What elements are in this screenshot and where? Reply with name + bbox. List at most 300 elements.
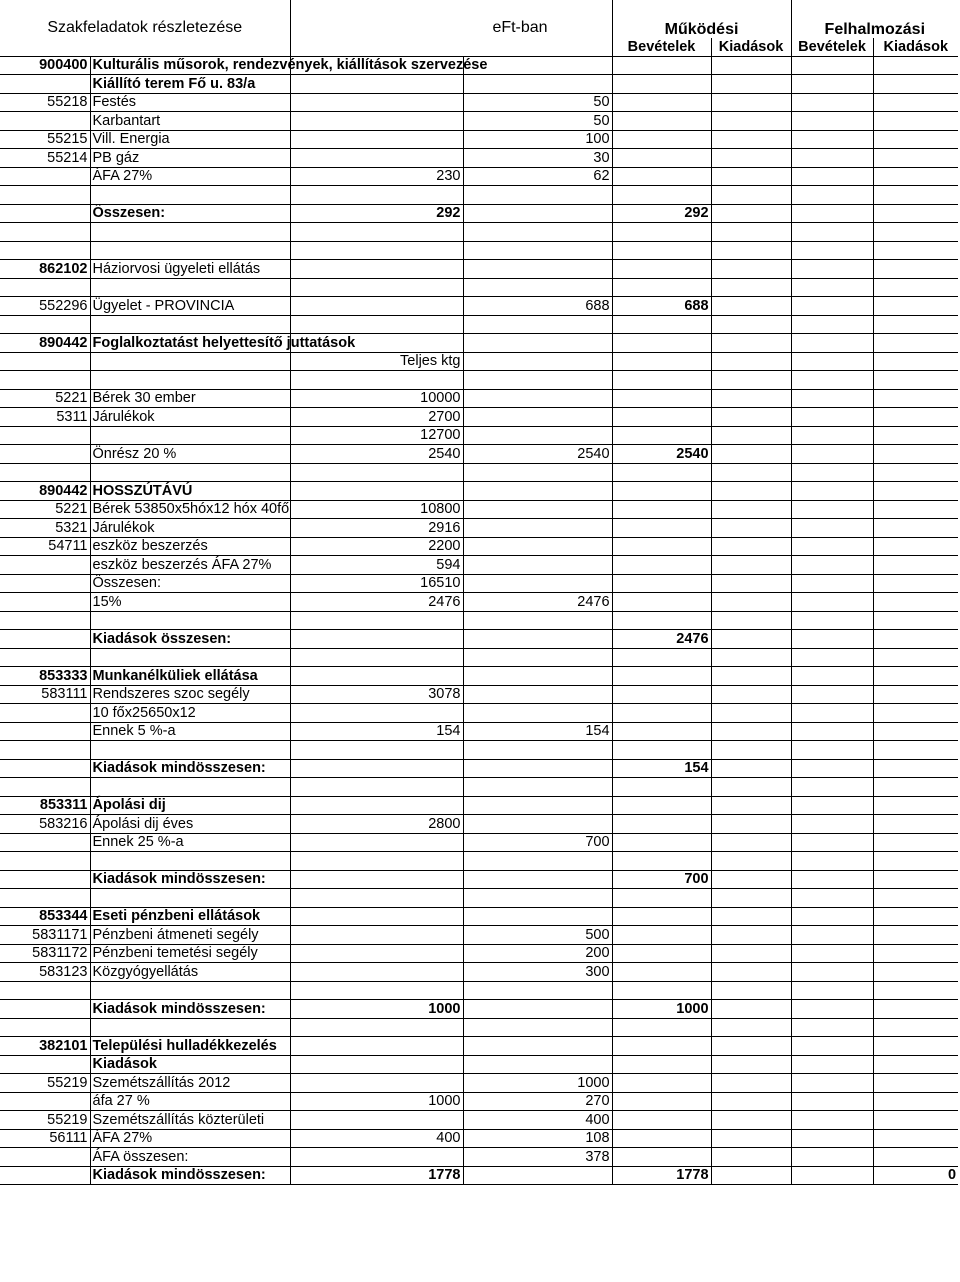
row-label: ÁFA összesen: [90, 1148, 290, 1167]
row-label: 15% [90, 593, 290, 612]
table-row [0, 981, 958, 1000]
row-capital-income [791, 1018, 873, 1037]
row-working-income [612, 907, 711, 926]
table-row [0, 408, 958, 427]
table-row [0, 1055, 958, 1074]
table-row [0, 907, 958, 926]
row-working-income [612, 741, 711, 760]
row-working-income [612, 611, 711, 630]
row-code [0, 778, 90, 797]
row-label: Eseti pénzbeni ellátások [90, 907, 290, 926]
row-col-total [290, 926, 463, 945]
header-details: Szakfeladatok részletezése [0, 0, 290, 56]
row-label: Bérek 30 ember [90, 389, 290, 408]
row-label: 10 főx25650x12 [90, 704, 290, 723]
row-capital-income [791, 389, 873, 408]
row-label: Kiadások mindösszesen: [90, 870, 290, 889]
row-working-income [612, 130, 711, 149]
row-code: 853344 [0, 907, 90, 926]
row-capital-expense [873, 75, 958, 94]
row-label: PB gáz [90, 149, 290, 168]
row-col-amount [463, 1166, 612, 1185]
row-code [0, 870, 90, 889]
row-col-total: 10800 [290, 500, 463, 519]
row-col-total: Teljes ktg [290, 352, 463, 371]
row-label: Pénzbeni átmeneti segély [90, 926, 290, 945]
row-col-amount: 2476 [463, 593, 612, 612]
row-working-income [612, 408, 711, 427]
row-capital-expense [873, 1148, 958, 1167]
row-col-total [290, 75, 463, 94]
row-capital-expense [873, 426, 958, 445]
row-label: ÁFA 27% [90, 167, 290, 186]
row-col-total [290, 1037, 463, 1056]
row-col-amount: 50 [463, 93, 612, 112]
row-working-income [612, 186, 711, 205]
header-working-income: Bevételek [612, 38, 711, 56]
row-working-expense [711, 852, 791, 871]
table-row [0, 574, 958, 593]
row-capital-income [791, 112, 873, 131]
row-working-expense [711, 611, 791, 630]
row-working-income [612, 1092, 711, 1111]
header-working: Működési [612, 0, 791, 38]
header-capital-expense: Kiadások [873, 38, 958, 56]
row-capital-income [791, 408, 873, 427]
row-capital-expense [873, 93, 958, 112]
row-capital-expense [873, 722, 958, 741]
row-label [90, 852, 290, 871]
row-capital-income [791, 796, 873, 815]
row-working-income: 1778 [612, 1166, 711, 1185]
row-col-amount [463, 907, 612, 926]
table-row [0, 889, 958, 908]
row-working-income [612, 981, 711, 1000]
row-label: eszköz beszerzés ÁFA 27% [90, 556, 290, 575]
row-col-total [290, 833, 463, 852]
row-working-income [612, 1148, 711, 1167]
row-col-amount [463, 815, 612, 834]
row-working-expense [711, 593, 791, 612]
row-capital-income [791, 704, 873, 723]
row-code: 5221 [0, 389, 90, 408]
row-capital-expense [873, 981, 958, 1000]
row-capital-income [791, 630, 873, 649]
row-label [90, 241, 290, 260]
row-code [0, 1092, 90, 1111]
row-code [0, 112, 90, 131]
row-capital-income [791, 204, 873, 223]
row-working-expense [711, 352, 791, 371]
row-working-income [612, 1129, 711, 1148]
row-capital-expense [873, 704, 958, 723]
row-col-amount [463, 186, 612, 205]
row-col-total: 2916 [290, 519, 463, 538]
row-label: Háziorvosi ügyeleti ellátás [90, 260, 290, 279]
row-col-total [290, 463, 463, 482]
row-col-amount [463, 667, 612, 686]
row-code [0, 167, 90, 186]
row-col-total [290, 667, 463, 686]
row-capital-expense [873, 223, 958, 242]
table-row [0, 315, 958, 334]
row-col-amount [463, 537, 612, 556]
table-row [0, 630, 958, 649]
row-col-total: 3078 [290, 685, 463, 704]
row-code: 890442 [0, 334, 90, 353]
row-col-amount [463, 1055, 612, 1074]
row-label: Szemétszállítás 2012 [90, 1074, 290, 1093]
row-label: Települési hulladékkezelés [90, 1037, 290, 1056]
row-code [0, 204, 90, 223]
row-col-amount [463, 611, 612, 630]
row-col-amount: 30 [463, 149, 612, 168]
row-col-amount: 1000 [463, 1074, 612, 1093]
row-capital-income [791, 1000, 873, 1019]
row-working-expense [711, 926, 791, 945]
row-working-income [612, 685, 711, 704]
header-row-top [0, 0, 958, 38]
row-col-amount [463, 426, 612, 445]
row-code: 583111 [0, 685, 90, 704]
header-capital-income: Bevételek [791, 38, 873, 56]
table-row [0, 112, 958, 131]
row-label [90, 223, 290, 242]
row-code: 55215 [0, 130, 90, 149]
row-working-expense [711, 1074, 791, 1093]
row-capital-income [791, 371, 873, 390]
table-row [0, 56, 958, 75]
row-working-expense [711, 981, 791, 1000]
row-working-expense [711, 1037, 791, 1056]
row-working-expense [711, 112, 791, 131]
row-label: áfa 27 % [90, 1092, 290, 1111]
row-code [0, 75, 90, 94]
row-label [90, 186, 290, 205]
row-capital-income [791, 1074, 873, 1093]
row-col-amount [463, 500, 612, 519]
row-label: Foglalkoztatást helyettesítő juttatások [90, 334, 290, 353]
row-capital-expense [873, 1129, 958, 1148]
row-col-amount [463, 482, 612, 501]
row-col-total [290, 796, 463, 815]
row-working-income [612, 1037, 711, 1056]
row-working-expense [711, 445, 791, 464]
row-working-income [612, 537, 711, 556]
row-working-income [612, 149, 711, 168]
row-label: Szemétszállítás közterületi [90, 1111, 290, 1130]
row-working-income: 700 [612, 870, 711, 889]
row-working-income [612, 1018, 711, 1037]
row-code: 55219 [0, 1111, 90, 1130]
row-working-expense [711, 630, 791, 649]
row-label: Munkanélküliek ellátása [90, 667, 290, 686]
row-working-expense [711, 1000, 791, 1019]
row-capital-income [791, 981, 873, 1000]
row-working-expense [711, 722, 791, 741]
table-row [0, 741, 958, 760]
row-capital-expense [873, 297, 958, 316]
row-capital-income [791, 352, 873, 371]
row-capital-income [791, 815, 873, 834]
row-working-expense [711, 167, 791, 186]
row-col-amount [463, 852, 612, 871]
row-working-income [612, 75, 711, 94]
header-capital: Felhalmozási [791, 0, 958, 38]
row-working-income [612, 223, 711, 242]
row-code [0, 630, 90, 649]
table-row [0, 482, 958, 501]
row-working-income [612, 796, 711, 815]
row-working-income [612, 482, 711, 501]
row-working-income [612, 334, 711, 353]
row-code: 583216 [0, 815, 90, 834]
row-col-total: 1778 [290, 1166, 463, 1185]
row-capital-expense [873, 815, 958, 834]
row-code [0, 759, 90, 778]
row-col-amount: 378 [463, 1148, 612, 1167]
row-col-amount [463, 759, 612, 778]
table-row [0, 241, 958, 260]
row-capital-income [791, 278, 873, 297]
row-col-total [290, 149, 463, 168]
row-code: 900400 [0, 56, 90, 75]
row-working-expense [711, 130, 791, 149]
row-col-total [290, 852, 463, 871]
row-col-amount: 2540 [463, 445, 612, 464]
row-working-income: 2540 [612, 445, 711, 464]
row-capital-income [791, 149, 873, 168]
row-col-total [290, 130, 463, 149]
table-row [0, 75, 958, 94]
row-capital-expense [873, 1092, 958, 1111]
row-capital-expense [873, 278, 958, 297]
table-row [0, 1166, 958, 1185]
row-code [0, 852, 90, 871]
row-capital-income [791, 93, 873, 112]
row-capital-expense [873, 1074, 958, 1093]
row-working-income [612, 556, 711, 575]
row-col-total [290, 1055, 463, 1074]
row-working-expense [711, 796, 791, 815]
row-working-expense [711, 223, 791, 242]
row-code [0, 1148, 90, 1167]
row-capital-expense [873, 482, 958, 501]
row-working-income: 292 [612, 204, 711, 223]
row-col-total: 2200 [290, 537, 463, 556]
row-capital-income [791, 1092, 873, 1111]
row-working-income: 2476 [612, 630, 711, 649]
row-col-amount [463, 241, 612, 260]
table-row [0, 537, 958, 556]
row-label: Kiadások összesen: [90, 630, 290, 649]
row-capital-income [791, 648, 873, 667]
row-col-amount [463, 260, 612, 279]
row-capital-income [791, 315, 873, 334]
row-col-total: 12700 [290, 426, 463, 445]
row-working-expense [711, 889, 791, 908]
table-row [0, 1092, 958, 1111]
row-label: Összesen: [90, 204, 290, 223]
row-capital-income [791, 500, 873, 519]
row-col-total [290, 223, 463, 242]
row-code: 56111 [0, 1129, 90, 1148]
row-capital-income [791, 852, 873, 871]
row-capital-income [791, 482, 873, 501]
row-col-total [290, 93, 463, 112]
row-capital-income [791, 334, 873, 353]
row-col-amount: 100 [463, 130, 612, 149]
row-working-income [612, 833, 711, 852]
row-col-amount [463, 389, 612, 408]
table-row [0, 149, 958, 168]
row-working-expense [711, 833, 791, 852]
row-working-income [612, 815, 711, 834]
row-col-total: 10000 [290, 389, 463, 408]
row-capital-expense [873, 556, 958, 575]
row-col-total: 292 [290, 204, 463, 223]
table-row [0, 1018, 958, 1037]
row-label: Ápolási dij éves [90, 815, 290, 834]
row-col-total [290, 907, 463, 926]
row-code [0, 1018, 90, 1037]
row-capital-income [791, 463, 873, 482]
row-code [0, 1166, 90, 1185]
row-working-income: 154 [612, 759, 711, 778]
row-capital-income [791, 778, 873, 797]
row-working-expense [711, 667, 791, 686]
row-col-total: 2476 [290, 593, 463, 612]
table-row [0, 685, 958, 704]
row-working-expense [711, 93, 791, 112]
row-code: 382101 [0, 1037, 90, 1056]
table-row [0, 186, 958, 205]
row-col-amount [463, 574, 612, 593]
row-capital-income [791, 611, 873, 630]
row-working-expense [711, 1092, 791, 1111]
row-col-amount [463, 204, 612, 223]
row-working-expense [711, 1166, 791, 1185]
row-capital-expense [873, 149, 958, 168]
table-row [0, 1111, 958, 1130]
table-row [0, 556, 958, 575]
row-capital-expense [873, 778, 958, 797]
row-capital-expense [873, 1000, 958, 1019]
row-capital-income [791, 593, 873, 612]
row-capital-income [791, 1148, 873, 1167]
row-col-total [290, 648, 463, 667]
row-code [0, 278, 90, 297]
row-col-total [290, 759, 463, 778]
row-working-expense [711, 334, 791, 353]
row-col-amount: 62 [463, 167, 612, 186]
row-col-amount: 700 [463, 833, 612, 852]
row-col-total: 400 [290, 1129, 463, 1148]
row-capital-expense [873, 315, 958, 334]
row-working-income [612, 944, 711, 963]
header-unit: eFt-ban [290, 0, 612, 56]
row-working-expense [711, 648, 791, 667]
row-code: 5311 [0, 408, 90, 427]
row-col-amount [463, 1000, 612, 1019]
row-col-amount [463, 870, 612, 889]
row-working-expense [711, 519, 791, 538]
table-row [0, 371, 958, 390]
row-capital-income [791, 574, 873, 593]
table-row [0, 852, 958, 871]
row-code [0, 611, 90, 630]
table-row [0, 334, 958, 353]
row-working-income [612, 778, 711, 797]
row-col-amount [463, 75, 612, 94]
row-col-total [290, 611, 463, 630]
row-label [90, 426, 290, 445]
row-capital-income [791, 907, 873, 926]
row-col-total [290, 241, 463, 260]
row-working-expense [711, 1111, 791, 1130]
row-capital-income [791, 1111, 873, 1130]
row-label: ÁFA 27% [90, 1129, 290, 1148]
row-code: 55219 [0, 1074, 90, 1093]
row-code [0, 981, 90, 1000]
row-label: Összesen: [90, 574, 290, 593]
row-capital-expense [873, 759, 958, 778]
row-col-amount [463, 556, 612, 575]
row-working-income: 688 [612, 297, 711, 316]
row-code [0, 315, 90, 334]
row-col-total [290, 278, 463, 297]
row-working-income [612, 1111, 711, 1130]
row-capital-income [791, 870, 873, 889]
row-col-total: 594 [290, 556, 463, 575]
row-capital-expense [873, 630, 958, 649]
row-capital-expense [873, 167, 958, 186]
row-working-expense [711, 389, 791, 408]
row-col-total: 2800 [290, 815, 463, 834]
table-row [0, 593, 958, 612]
row-capital-income [791, 75, 873, 94]
row-col-total [290, 260, 463, 279]
row-col-amount [463, 704, 612, 723]
row-working-income [612, 315, 711, 334]
row-code [0, 889, 90, 908]
table-row [0, 463, 958, 482]
row-capital-expense [873, 130, 958, 149]
row-working-expense [711, 149, 791, 168]
row-working-expense [711, 1018, 791, 1037]
row-col-total [290, 1018, 463, 1037]
row-capital-income [791, 1037, 873, 1056]
row-label: Ennek 25 %-a [90, 833, 290, 852]
row-col-amount: 500 [463, 926, 612, 945]
row-working-expense [711, 944, 791, 963]
row-label [90, 778, 290, 797]
row-working-income [612, 278, 711, 297]
row-col-total: 16510 [290, 574, 463, 593]
row-col-amount [463, 796, 612, 815]
row-col-amount: 50 [463, 112, 612, 131]
row-capital-income [791, 963, 873, 982]
row-code [0, 352, 90, 371]
row-working-expense [711, 815, 791, 834]
row-working-expense [711, 260, 791, 279]
row-col-amount [463, 648, 612, 667]
table-row [0, 759, 958, 778]
row-capital-income [791, 130, 873, 149]
row-code [0, 741, 90, 760]
table-row [0, 648, 958, 667]
row-code: 890442 [0, 482, 90, 501]
